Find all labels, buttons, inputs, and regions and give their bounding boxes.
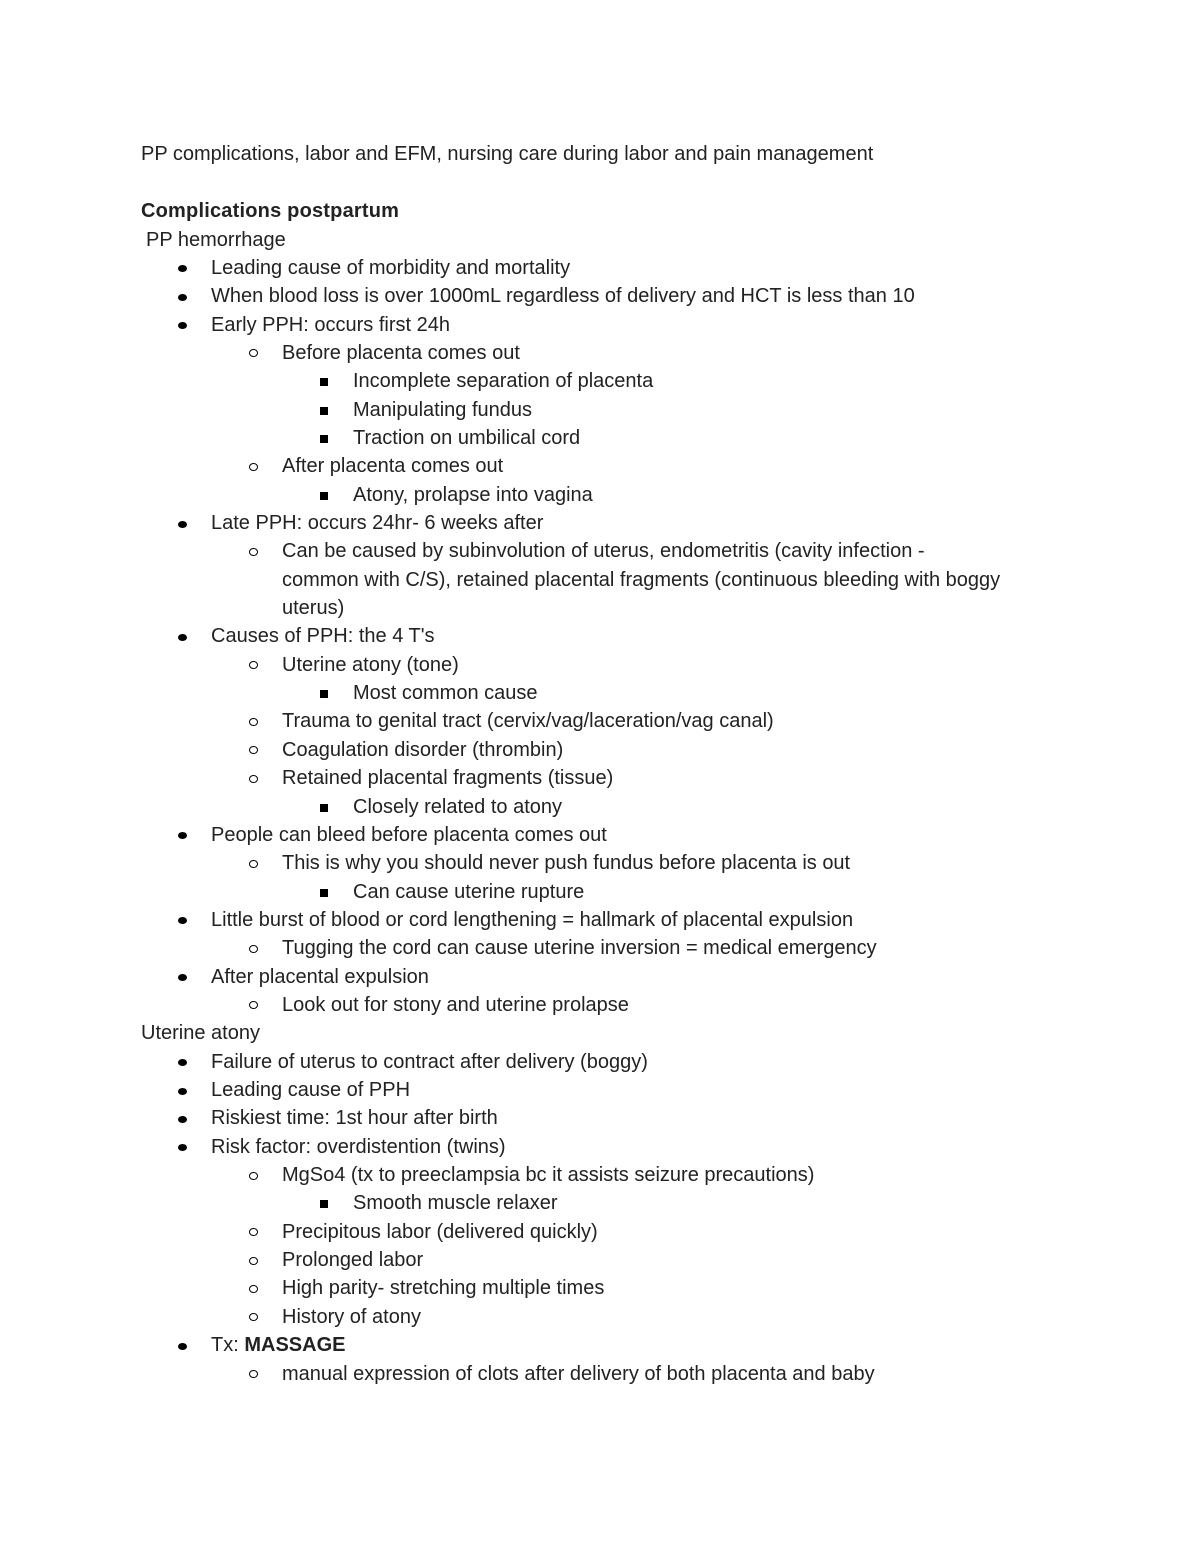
hollow-circle-bullet-icon xyxy=(249,718,258,726)
list-item-text: Causes of PPH: the 4 T's xyxy=(211,625,435,648)
hollow-circle-bullet-icon xyxy=(249,349,258,357)
emphasis-text: MASSAGE xyxy=(244,1334,346,1357)
list-item xyxy=(282,1274,604,1302)
list-item-text: Tugging the cord can cause uterine inversion = medical emergency xyxy=(282,937,877,960)
filled-circle-bullet-icon xyxy=(178,1343,187,1350)
list-item xyxy=(353,481,593,509)
filled-circle-bullet-icon xyxy=(178,974,187,981)
list-item xyxy=(282,1303,421,1331)
list-item xyxy=(141,1019,260,1047)
list-item xyxy=(282,537,925,565)
list-item xyxy=(211,254,570,282)
list-item xyxy=(282,764,613,792)
list-item xyxy=(282,339,520,367)
square-bullet-icon xyxy=(320,378,328,386)
hollow-circle-bullet-icon xyxy=(249,945,258,953)
list-item xyxy=(282,1218,598,1246)
list-item xyxy=(353,1189,558,1217)
square-bullet-icon xyxy=(320,690,328,698)
list-item xyxy=(282,849,850,877)
list-item xyxy=(211,1133,506,1161)
square-bullet-icon xyxy=(320,1200,328,1208)
list-item xyxy=(211,963,429,991)
list-item-text: Can cause uterine rupture xyxy=(353,880,585,903)
list-item xyxy=(353,367,653,395)
filled-circle-bullet-icon xyxy=(178,1144,187,1151)
list-item xyxy=(211,1076,410,1104)
list-item xyxy=(211,1104,498,1132)
list-item-text: Early PPH: occurs first 24h xyxy=(211,313,450,336)
list-item-text: When blood loss is over 1000mL regardless of delivery and HCT is less than 10 xyxy=(211,285,915,308)
list-item xyxy=(282,1161,814,1189)
list-item-text: High parity- stretching multiple times xyxy=(282,1277,605,1300)
list-item xyxy=(282,991,629,1019)
list-item-text: This is why you should never push fundus before placenta is out xyxy=(282,852,851,875)
document-title: PP complications, labor and EFM, nursing care during labor and pain management xyxy=(141,143,874,165)
hollow-circle-bullet-icon xyxy=(249,1257,258,1265)
list-item-text: People can bleed before placenta comes out xyxy=(211,823,607,846)
section-heading: Complications postpartum xyxy=(141,200,400,222)
filled-circle-bullet-icon xyxy=(178,521,187,528)
list-item xyxy=(211,622,435,650)
list-item-text: Can be caused by subinvolution of uterus, endometritis (cavity infection - xyxy=(282,540,925,563)
list-item-text: Coagulation disorder (thrombin) xyxy=(282,738,564,761)
list-item-text: Little burst of blood or cord lengthening = hallmark of placental expulsion xyxy=(211,908,854,931)
hollow-circle-bullet-icon xyxy=(249,1285,258,1293)
list-item xyxy=(353,793,562,821)
filled-circle-bullet-icon xyxy=(178,294,187,301)
list-item-text: Tx: xyxy=(211,1334,245,1357)
filled-circle-bullet-icon xyxy=(178,1059,187,1066)
list-item xyxy=(211,906,853,934)
list-item-text: common with C/S), retained placental fragments (continuous bleeding with boggy xyxy=(282,568,1001,591)
hollow-circle-bullet-icon xyxy=(249,1172,258,1180)
filled-circle-bullet-icon xyxy=(178,634,187,641)
square-bullet-icon xyxy=(320,407,328,415)
filled-circle-bullet-icon xyxy=(178,265,187,272)
list-item-text: History of atony xyxy=(282,1305,421,1328)
list-item xyxy=(211,1048,648,1076)
square-bullet-icon xyxy=(320,435,328,443)
hollow-circle-bullet-icon xyxy=(249,1228,258,1236)
list-item-text: Late PPH: occurs 24hr- 6 weeks after xyxy=(211,512,544,534)
filled-circle-bullet-icon xyxy=(178,322,187,329)
list-item-text: Leading cause of PPH xyxy=(211,1079,411,1101)
square-bullet-icon xyxy=(320,804,328,812)
hollow-circle-bullet-icon xyxy=(249,860,258,868)
list-item xyxy=(282,651,459,679)
list-item-text: Most common cause xyxy=(353,682,538,705)
list-item-text: Atony, prolapse into vagina xyxy=(353,483,593,506)
hollow-circle-bullet-icon xyxy=(249,775,258,783)
list-item-text: Leading cause of morbidity and mortality xyxy=(211,256,571,279)
list-item xyxy=(146,226,286,254)
filled-circle-bullet-icon xyxy=(178,1088,187,1095)
list-item xyxy=(282,736,563,764)
list-item xyxy=(282,1246,423,1274)
list-item xyxy=(353,424,580,452)
hollow-circle-bullet-icon xyxy=(249,661,258,669)
list-item-text: Uterine atony (tone) xyxy=(282,653,459,676)
list-item xyxy=(211,311,450,339)
list-item xyxy=(353,396,532,424)
hollow-circle-bullet-icon xyxy=(249,746,258,754)
list-item-text: manual expression of clots after delivery of both placenta and baby xyxy=(282,1362,875,1385)
list-item xyxy=(353,679,538,707)
list-item xyxy=(282,707,774,735)
list-item xyxy=(282,452,503,480)
list-item xyxy=(282,594,344,622)
list-item-text: Incomplete separation of placenta xyxy=(353,370,654,393)
list-item-text: Traction on umbilical cord xyxy=(353,426,581,449)
list-item-text: PP hemorrhage xyxy=(146,228,286,251)
hollow-circle-bullet-icon xyxy=(249,1370,258,1378)
hollow-circle-bullet-icon xyxy=(249,1313,258,1321)
list-item xyxy=(282,1360,875,1388)
list-item-text: Prolonged labor xyxy=(282,1249,424,1272)
list-item-text: After placental expulsion xyxy=(211,965,429,988)
list-item-text: Precipitous labor (delivered quickly) xyxy=(282,1220,598,1243)
list-item xyxy=(353,878,584,906)
list-item xyxy=(282,934,877,962)
list-item xyxy=(282,566,1000,594)
square-bullet-icon xyxy=(320,889,328,897)
list-item-text: Manipulating fundus xyxy=(353,398,533,421)
filled-circle-bullet-icon xyxy=(178,917,187,924)
list-item-text: Failure of uterus to contract after delivery (boggy) xyxy=(211,1050,648,1073)
list-item-text: Riskiest time: 1st hour after birth xyxy=(211,1107,498,1130)
list-item-text: Closely related to atony xyxy=(353,795,563,818)
list-item-text: Trauma to genital tract (cervix/vag/laceration/vag canal) xyxy=(282,710,774,733)
list-item-text: After placenta comes out xyxy=(282,455,504,478)
filled-circle-bullet-icon xyxy=(178,1116,187,1123)
square-bullet-icon xyxy=(320,492,328,500)
hollow-circle-bullet-icon xyxy=(249,463,258,471)
list-item-text: uterus) xyxy=(282,597,345,620)
list-item-text: Risk factor: overdistention (twins) xyxy=(211,1135,506,1158)
list-item-text: MgSo4 (tx to preeclampsia bc it assists seizure precautions) xyxy=(282,1164,815,1187)
list-item-text: Look out for stony and uterine prolapse xyxy=(282,993,629,1016)
list-item xyxy=(211,1331,345,1359)
list-item xyxy=(211,821,607,849)
list-item-text: Uterine atony xyxy=(141,1022,260,1045)
list-item-text: Smooth muscle relaxer xyxy=(353,1192,558,1215)
hollow-circle-bullet-icon xyxy=(249,1001,258,1009)
list-item-text: Before placenta comes out xyxy=(282,341,520,364)
hollow-circle-bullet-icon xyxy=(249,548,258,556)
list-item xyxy=(211,282,915,310)
list-item xyxy=(211,509,543,537)
list-item-text: Retained placental fragments (tissue) xyxy=(282,767,614,790)
filled-circle-bullet-icon xyxy=(178,832,187,839)
